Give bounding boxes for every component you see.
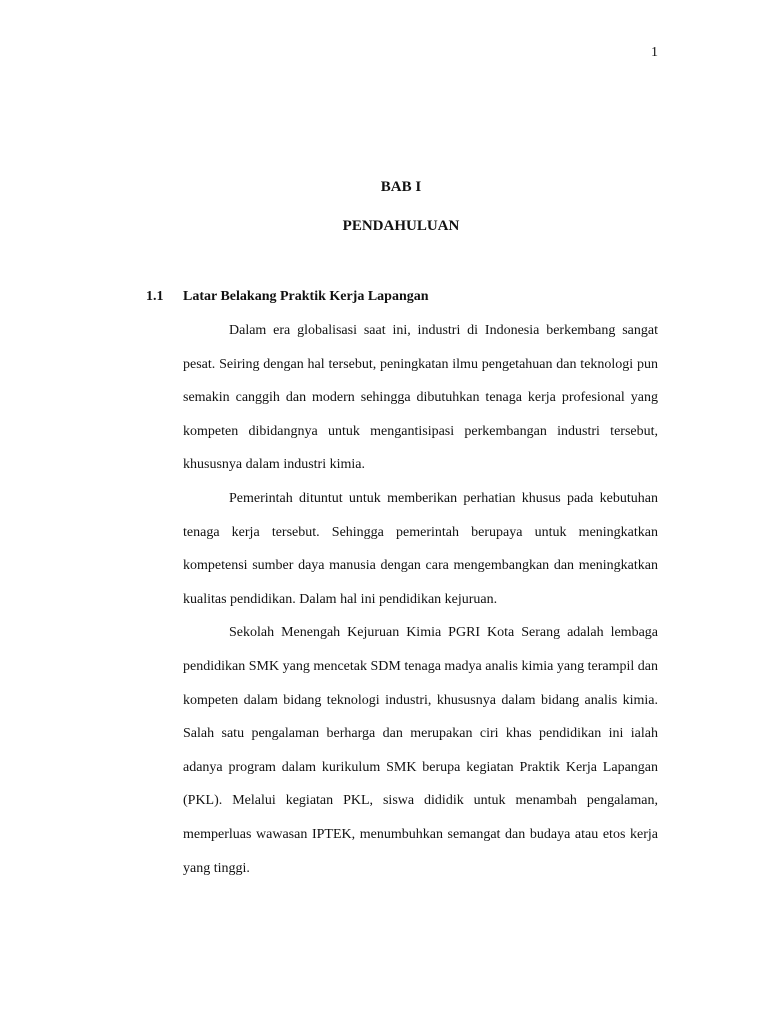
chapter-title: PENDAHULUAN: [342, 218, 460, 234]
paragraph: Sekolah Menengah Kejuruan Kimia PGRI Kota Serang adalah lembaga pendidikan SMK yang mencetak SDM tenaga madya analis kimia yang terampil dan kompeten dalam bidang teknologi industri, khususnya dalam bidang analis kimia. Salah satu pengalaman berharga dan merupakan ciri khas pendidikan ini ialah adanya program dalam kurikulum SMK berupa kegiatan Praktik Kerja Lapangan (PKL). Melalui kegiatan PKL, siswa dididik untuk menambah pengalaman, memperluas wawasan IPTEK, menumbuhkan semangat dan budaya atau etos kerja yang tinggi.: [183, 625, 658, 876]
section-number: 1.1: [146, 289, 164, 304]
section-body: [183, 314, 658, 885]
page-number: 1: [651, 45, 658, 60]
paragraph: Dalam era globalisasi saat ini, industri di Indonesia berkembang sangat pesat. Seiring dengan hal tersebut, peningkatan ilmu pengetahuan dan teknologi pun semakin canggih dan modern sehingga dibutuhkan tenaga kerja profesional yang kompeten dibidangnya untuk mengantisipasi perkembangan industri tersebut, khususnya dalam industri kimia.: [183, 323, 658, 473]
section-heading: [146, 288, 429, 306]
paragraph: Pemerintah dituntut untuk memberikan perhatian khusus pada kebutuhan tenaga kerja tersebut. Sehingga pemerintah berupaya untuk meningkatkan kompetensi sumber daya manusia dengan cara mengembangkan dan meningkatkan kualitas pendidikan. Dalam hal ini pendidikan kejuruan.: [183, 490, 658, 607]
section-title: Latar Belakang Praktik Kerja Lapangan: [183, 289, 429, 304]
chapter-number: BAB I: [380, 179, 422, 195]
